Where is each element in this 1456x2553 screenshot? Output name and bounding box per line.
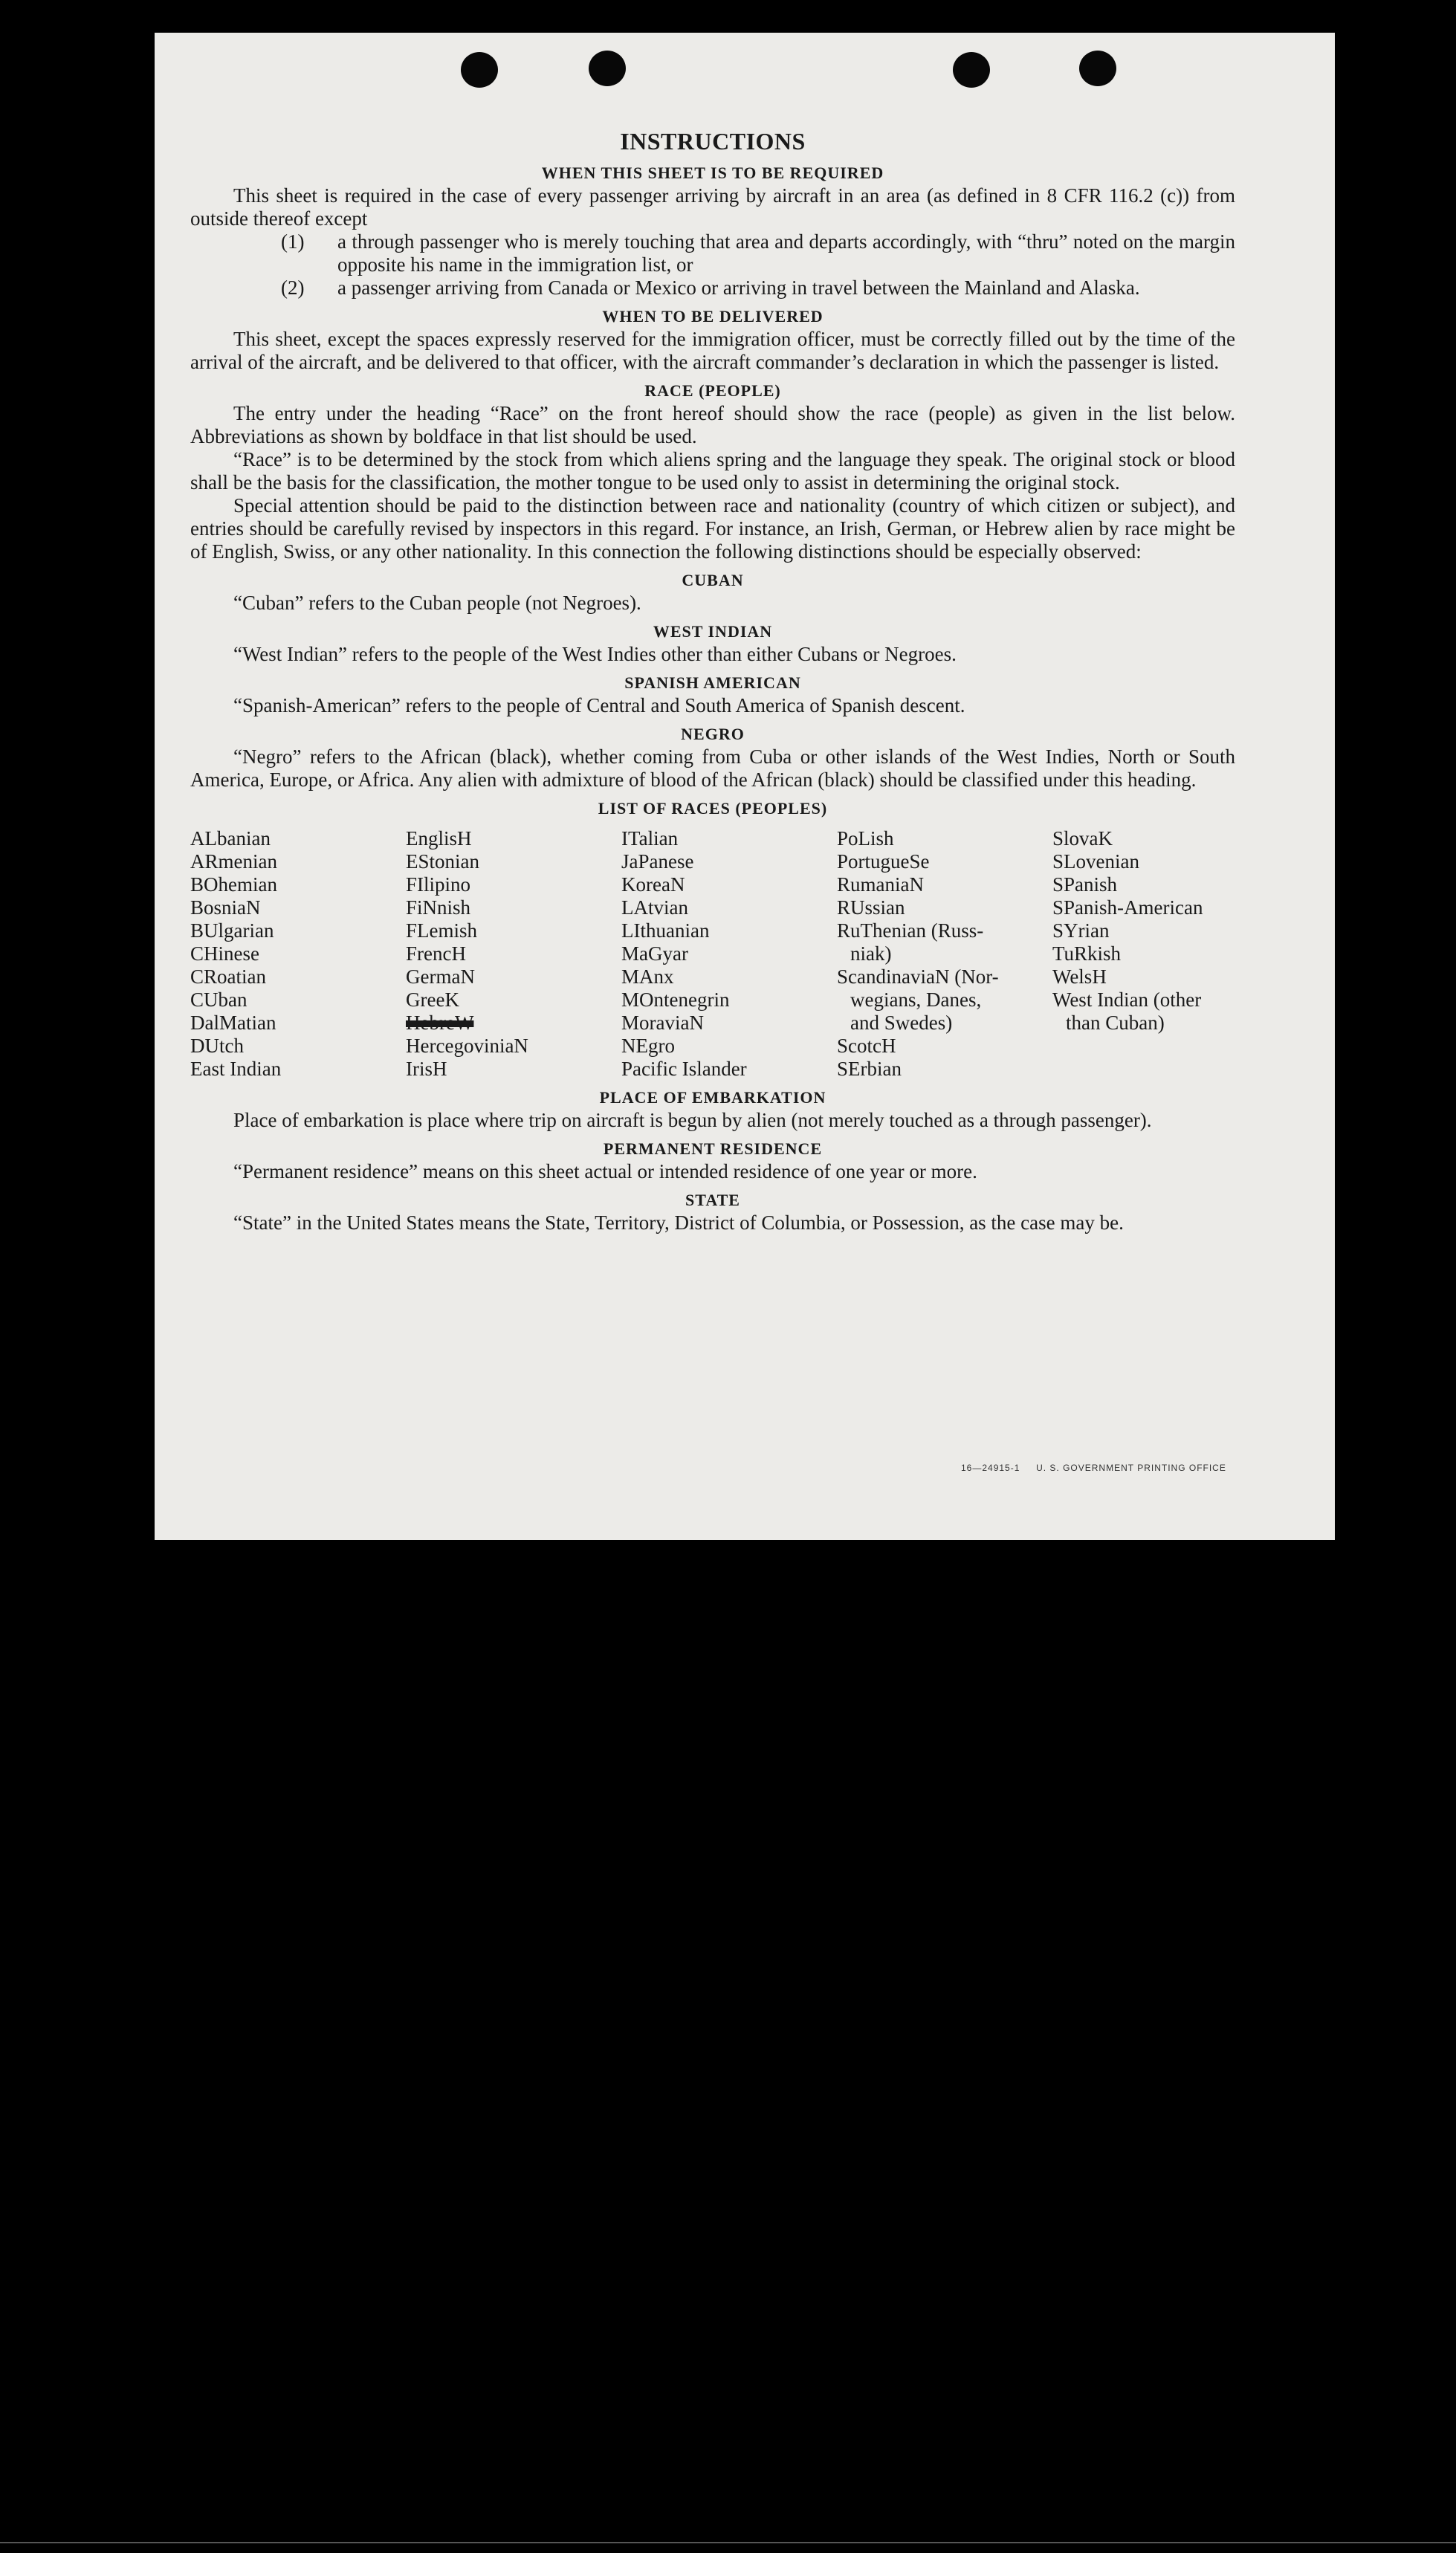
- race-entry: FIlipino: [406, 873, 471, 896]
- race-entry: West Indian (other: [1052, 988, 1202, 1011]
- punch-hole: [461, 52, 498, 88]
- paragraph: “Spanish-American” refers to the people of Central and South America of Spanish descent.: [233, 694, 965, 716]
- paragraph: Place of embarkation is place where trip on aircraft is begun by alien (not merely touched as a through passenger).: [233, 1109, 1152, 1131]
- race-entry: East Indian: [190, 1058, 282, 1080]
- printer-name: U. S. GOVERNMENT PRINTING OFFICE: [1036, 1463, 1226, 1473]
- paragraph: “Permanent residence” means on this sheet actual or intended residence of one year or more.: [233, 1160, 977, 1182]
- race-column: [837, 827, 1052, 1081]
- print-imprint: [961, 1463, 1226, 1473]
- race-entry: MaGyar: [621, 942, 688, 965]
- punch-hole: [1079, 51, 1116, 86]
- race-entry: ScandinaviaN (Nor-: [837, 965, 999, 988]
- race-entry: BosniaN: [190, 896, 261, 919]
- item-number: (2): [281, 276, 305, 299]
- punch-hole: [589, 51, 626, 86]
- sheet-content: [190, 126, 1235, 1235]
- race-entry: SlovaK: [1052, 827, 1113, 850]
- race-column: [190, 827, 406, 1081]
- race-entry: JaPanese: [621, 850, 694, 873]
- race-entry: DalMatian: [190, 1012, 276, 1034]
- section-heading: RACE (PEOPLE): [644, 381, 781, 400]
- race-entry-continued: wegians, Danes,: [850, 988, 982, 1011]
- race-entry: SPanish-American: [1052, 896, 1203, 919]
- race-entry: FiNnish: [406, 896, 471, 919]
- paragraph: The entry under the heading “Race” on the front hereof should show the race (people) as given in the list below. Abbreviations as shown by boldface in that list should be used.: [190, 402, 1235, 447]
- race-entry: EnglisH: [406, 827, 472, 850]
- page-title: INSTRUCTIONS: [620, 128, 806, 155]
- race-entry: FLemish: [406, 919, 478, 942]
- item-number: (1): [281, 230, 305, 253]
- paragraph: This sheet, except the spaces expressly reserved for the immigration officer, must be correctly filled out by the time of the arrival of the aircraft, and be delivered to that officer, with the aircraft commander’s declaration in which the passenger is listed.: [190, 328, 1235, 373]
- race-entry: PortugueSe: [837, 850, 930, 873]
- paragraph: “West Indian” refers to the people of the West Indies other than either Cubans or Negroes.: [233, 643, 957, 665]
- race-entry: MoraviaN: [621, 1012, 704, 1034]
- race-entry: SPanish: [1052, 873, 1118, 896]
- race-entry-continued: niak): [850, 942, 892, 965]
- race-entry: GermaN: [406, 965, 475, 988]
- race-entry: RumaniaN: [837, 873, 924, 896]
- section-heading: WHEN TO BE DELIVERED: [602, 307, 824, 326]
- instruction-sheet: [155, 33, 1335, 1540]
- section-heading: LIST OF RACES (PEOPLES): [598, 799, 828, 818]
- race-column: [621, 827, 837, 1081]
- section-heading: PLACE OF EMBARKATION: [599, 1088, 826, 1107]
- race-column: [406, 827, 621, 1081]
- race-entry: FrencH: [406, 942, 466, 965]
- section-heading: NEGRO: [681, 725, 745, 743]
- scan-edge-line: [0, 2542, 1456, 2543]
- race-entry: LIthuanian: [621, 919, 710, 942]
- form-number: 16—24915-1: [961, 1463, 1020, 1473]
- section-heading: PERMANENT RESIDENCE: [603, 1139, 823, 1158]
- race-entry: CUban: [190, 988, 247, 1011]
- race-entry: DUtch: [190, 1035, 244, 1057]
- race-entry: IrisH: [406, 1058, 447, 1080]
- race-entry: BUlgarian: [190, 919, 274, 942]
- race-entry: MAnx: [621, 965, 674, 988]
- paragraph: “Race” is to be determined by the stock from which aliens spring and the language they speak. The original stock or blood shall be the basis for the classification, the mother tongue to be used only to assist in determining the original stock.: [190, 448, 1235, 494]
- list-item: [190, 276, 1235, 300]
- race-column: [1052, 827, 1243, 1081]
- punch-hole: [953, 52, 990, 88]
- race-entry: RuThenian (Russ-: [837, 919, 984, 942]
- race-entry: HercegoviniaN: [406, 1035, 528, 1057]
- item-text: a passenger arriving from Canada or Mexico or arriving in travel between the Mainland and Alaska.: [337, 276, 1140, 299]
- section-heading: WEST INDIAN: [653, 622, 773, 641]
- race-entry: NEgro: [621, 1035, 675, 1057]
- race-entry: CRoatian: [190, 965, 266, 988]
- paragraph: “State” in the United States means the State, Territory, District of Columbia, or Possession, as the case may be.: [233, 1211, 1124, 1234]
- paragraph: “Cuban” refers to the Cuban people (not Negroes).: [233, 592, 641, 614]
- race-entry: SLovenian: [1052, 850, 1139, 873]
- race-entry-continued: than Cuban): [1066, 1012, 1165, 1034]
- race-entry: KoreaN: [621, 873, 685, 896]
- race-entry: ScotcH: [837, 1035, 896, 1057]
- race-entry-struck: HebreW: [406, 1012, 474, 1034]
- section-heading: SPANISH AMERICAN: [624, 673, 801, 692]
- race-entry: GreeK: [406, 988, 459, 1011]
- race-list: [190, 827, 1235, 1081]
- race-entry: TuRkish: [1052, 942, 1122, 965]
- race-entry: SYrian: [1052, 919, 1110, 942]
- section-heading: WHEN THIS SHEET IS TO BE REQUIRED: [541, 164, 884, 182]
- race-entry: Pacific Islander: [621, 1058, 747, 1080]
- race-entry: CHinese: [190, 942, 259, 965]
- race-entry: BOhemian: [190, 873, 277, 896]
- race-entry: LAtvian: [621, 896, 688, 919]
- paragraph: “Negro” refers to the African (black), whether coming from Cuba or other islands of the West Indies, North or South America, Europe, or Africa. Any alien with admixture of blood of the African (black) should be classified under this heading.: [190, 745, 1235, 791]
- section-heading: CUBAN: [682, 571, 744, 589]
- section-heading: STATE: [685, 1191, 740, 1209]
- item-text: a through passenger who is merely touching that area and departs accordingly, with “thru” noted on the margin opposite his name in the immigration list, or: [337, 230, 1235, 276]
- paragraph: This sheet is required in the case of every passenger arriving by aircraft in an area (as defined in 8 CFR 116.2 (c)) from outside thereof except: [190, 184, 1235, 230]
- race-entry: EStonian: [406, 850, 479, 873]
- race-entry: MOntenegrin: [621, 988, 730, 1011]
- race-entry: ARmenian: [190, 850, 277, 873]
- race-entry-continued: and Swedes): [850, 1012, 953, 1034]
- race-entry: SErbian: [837, 1058, 902, 1080]
- race-entry: RUssian: [837, 896, 905, 919]
- race-entry: ITalian: [621, 827, 679, 850]
- list-item: [190, 230, 1235, 276]
- race-entry: WelsH: [1052, 965, 1107, 988]
- race-entry: PoLish: [837, 827, 894, 850]
- paragraph: Special attention should be paid to the distinction between race and nationality (country of which citizen or subject), and entries should be carefully revised by inspectors in this regard. For instance, an Irish, German, or Hebrew alien by race might be of English, Swiss, or any other nationality. In this connection the following distinctions should be especially observed:: [190, 494, 1235, 563]
- race-entry: ALbanian: [190, 827, 271, 850]
